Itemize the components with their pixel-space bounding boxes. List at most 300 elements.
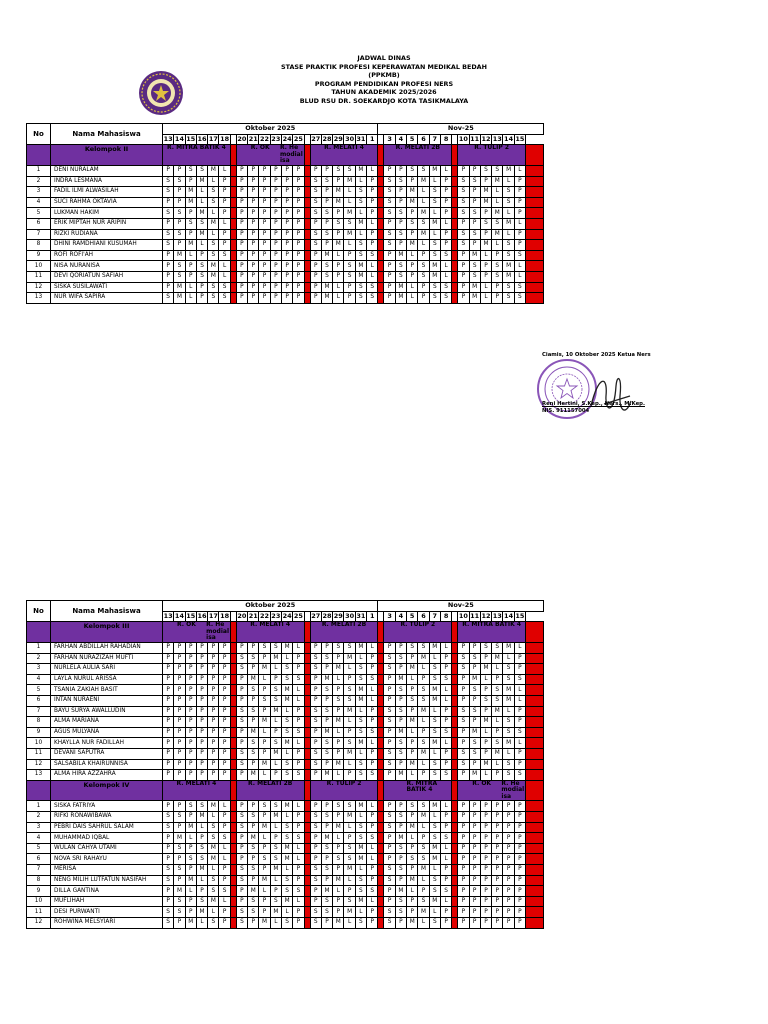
shift-cell: P [310, 282, 321, 293]
shift-cell: P [270, 218, 281, 229]
shift-cell: P [514, 865, 525, 876]
shift-cell: S [418, 843, 429, 854]
shift-cell: P [367, 717, 378, 728]
table-row [27, 218, 544, 229]
shift-cell: S [418, 218, 429, 229]
shift-cell: S [418, 801, 429, 812]
shift-cell: S [174, 812, 185, 823]
shift-cell: P [514, 176, 525, 187]
shift-cell: S [333, 165, 344, 176]
shift-cell: S [185, 854, 196, 865]
day-header: 15 [186, 611, 196, 620]
day-header: 18 [220, 134, 230, 143]
shift-cell: M [492, 706, 503, 717]
shift-cell: M [503, 165, 514, 176]
shift-cell: P [321, 165, 332, 176]
shift-cell: P [163, 165, 174, 176]
schedule-header [0, 54, 768, 106]
shift-cell: L [514, 685, 525, 696]
shift-cell: S [503, 187, 514, 198]
shift-cell: P [407, 812, 418, 823]
shift-cell: P [458, 165, 469, 176]
shift-cell: P [163, 653, 174, 664]
shift-cell: M [333, 197, 344, 208]
day-header: 1 [367, 134, 378, 145]
shift-cell: P [333, 843, 344, 854]
university-seal-icon [138, 70, 184, 116]
shift-cell: P [248, 229, 259, 240]
shift-cell: P [163, 642, 174, 653]
shift-cell: S [355, 293, 366, 304]
shift-cell: P [163, 843, 174, 854]
shift-cell: P [236, 197, 247, 208]
shift-cell: S [321, 653, 332, 664]
group-header-row [27, 780, 544, 801]
shift-cell: S [270, 896, 281, 907]
day-header: 14 [174, 134, 184, 143]
shift-cell: P [236, 854, 247, 865]
table-row [27, 229, 544, 240]
shift-cell: L [407, 833, 418, 844]
off-day-cell [526, 208, 544, 219]
shift-cell: M [281, 854, 292, 865]
off-day-cell [526, 229, 544, 240]
shift-cell: S [293, 674, 304, 685]
shift-cell: L [503, 706, 514, 717]
shift-cell: P [503, 833, 514, 844]
shift-cell: L [440, 261, 451, 272]
table-row [27, 865, 544, 876]
shift-cell: S [469, 176, 480, 187]
shift-cell: S [458, 748, 469, 759]
shift-cell: P [236, 727, 247, 738]
shift-cell: S [395, 812, 406, 823]
shift-cell: P [514, 843, 525, 854]
shift-cell: L [480, 293, 491, 304]
table-row [27, 695, 544, 706]
shift-cell: L [208, 208, 219, 219]
shift-cell: M [333, 918, 344, 929]
shift-cell: L [480, 250, 491, 261]
day-header: 13 [163, 134, 173, 143]
shift-cell: P [367, 176, 378, 187]
shift-cell: M [480, 664, 491, 675]
shift-cell: P [196, 664, 207, 675]
shift-cell: L [355, 653, 366, 664]
shift-cell: S [236, 907, 247, 918]
shift-cell: L [514, 271, 525, 282]
shift-cell: S [367, 727, 378, 738]
shift-cell: S [492, 738, 503, 749]
shift-cell: L [418, 875, 429, 886]
room-label: BATIK 4 [406, 786, 433, 794]
shift-cell: P [503, 843, 514, 854]
shift-cell: P [236, 208, 247, 219]
shift-cell: S [333, 854, 344, 865]
shift-cell: S [163, 812, 174, 823]
shift-cell: P [440, 907, 451, 918]
off-day-cell [526, 738, 544, 749]
shift-cell: P [236, 695, 247, 706]
shift-cell: P [248, 250, 259, 261]
shift-cell: P [514, 208, 525, 219]
shift-cell: L [196, 187, 207, 198]
shift-cell: P [259, 261, 270, 272]
shift-cell: S [281, 727, 292, 738]
shift-cell: L [367, 896, 378, 907]
student-name: DESI PURWANTI [51, 907, 163, 918]
shift-cell: L [480, 674, 491, 685]
shift-cell: M [492, 176, 503, 187]
shift-cell: P [185, 642, 196, 653]
shift-cell: L [503, 748, 514, 759]
shift-cell: P [384, 801, 395, 812]
shift-cell: M [429, 261, 440, 272]
shift-cell: P [480, 685, 491, 696]
day-header: 12 [481, 611, 491, 620]
shift-cell: P [310, 271, 321, 282]
shift-cell: P [469, 907, 480, 918]
shift-cell: S [344, 685, 355, 696]
shift-cell: P [293, 187, 304, 198]
shift-cell: M [492, 653, 503, 664]
shift-cell: P [480, 176, 491, 187]
shift-cell: M [185, 918, 196, 929]
shift-cell: P [384, 896, 395, 907]
shift-cell: S [384, 706, 395, 717]
shift-cell: P [236, 674, 247, 685]
shift-cell: P [440, 748, 451, 759]
shift-cell: S [310, 664, 321, 675]
shift-cell: S [344, 801, 355, 812]
shift-cell: P [208, 653, 219, 664]
student-no: 6 [27, 695, 51, 706]
shift-cell: L [440, 271, 451, 282]
shift-cell: P [174, 674, 185, 685]
off-day-cell [526, 907, 544, 918]
shift-cell: L [367, 738, 378, 749]
shift-cell: P [259, 271, 270, 282]
shift-cell: P [208, 664, 219, 675]
day-header: 24 [282, 611, 292, 620]
shift-cell: S [355, 875, 366, 886]
shift-cell: P [469, 218, 480, 229]
shift-cell: M [208, 896, 219, 907]
shift-cell: M [174, 293, 185, 304]
shift-cell: P [310, 165, 321, 176]
shift-cell: P [219, 674, 230, 685]
shift-cell: P [458, 727, 469, 738]
shift-cell: P [514, 875, 525, 886]
shift-cell: S [355, 727, 366, 738]
shift-cell: P [185, 907, 196, 918]
shift-cell: P [458, 695, 469, 706]
shift-cell: P [310, 886, 321, 897]
shift-cell: L [367, 218, 378, 229]
shift-cell: P [469, 822, 480, 833]
shift-cell: M [480, 197, 491, 208]
shift-cell: P [185, 208, 196, 219]
shift-cell: M [395, 282, 406, 293]
day-header: 30 [345, 611, 355, 620]
off-day-cell [526, 685, 544, 696]
shift-cell: L [429, 653, 440, 664]
student-name: NENG MILIH LUTFATUN NASIFAH [51, 875, 163, 886]
day-header: 14 [174, 611, 184, 620]
shift-cell: S [163, 240, 174, 251]
shift-cell: L [407, 770, 418, 781]
shift-cell: P [514, 717, 525, 728]
table-row [27, 674, 544, 685]
shift-cell: P [196, 727, 207, 738]
shift-cell: S [310, 240, 321, 251]
shift-cell: P [458, 822, 469, 833]
room-label: R. TULIP 2 [474, 144, 510, 152]
shift-cell: S [440, 282, 451, 293]
shift-cell: S [344, 261, 355, 272]
shift-cell: L [196, 875, 207, 886]
shift-cell: S [163, 875, 174, 886]
shift-cell: S [395, 176, 406, 187]
shift-cell: P [259, 685, 270, 696]
shift-cell: L [259, 833, 270, 844]
shift-cell: L [185, 282, 196, 293]
shift-cell: P [270, 229, 281, 240]
shift-cell: P [480, 896, 491, 907]
room-assignment [236, 622, 304, 643]
shift-cell: S [458, 240, 469, 251]
shift-cell: P [384, 833, 395, 844]
group-no-cell [27, 145, 51, 166]
day-header: 27 [311, 611, 321, 620]
shift-cell: P [259, 229, 270, 240]
shift-cell: S [163, 208, 174, 219]
shift-cell: P [310, 250, 321, 261]
shift-cell: S [270, 843, 281, 854]
day-header: 1 [367, 611, 378, 622]
shift-cell: S [440, 833, 451, 844]
shift-cell: S [395, 843, 406, 854]
shift-cell: S [492, 685, 503, 696]
shift-cell: S [384, 176, 395, 187]
shift-cell: S [492, 695, 503, 706]
shift-cell: P [236, 896, 247, 907]
day-header: 20 [237, 134, 247, 143]
shift-cell: P [196, 833, 207, 844]
shift-cell: M [395, 770, 406, 781]
off-day-cell [526, 865, 544, 876]
shift-cell: P [458, 801, 469, 812]
shift-cell: P [469, 664, 480, 675]
shift-cell: M [259, 918, 270, 929]
student-name: SISKA SUSILAWATI [51, 282, 163, 293]
shift-cell: P [174, 653, 185, 664]
shift-cell: P [196, 653, 207, 664]
shift-cell: S [310, 208, 321, 219]
shift-cell: P [281, 293, 292, 304]
shift-cell: M [407, 717, 418, 728]
shift-cell: P [259, 250, 270, 261]
room-label: R. MITRA [406, 780, 438, 787]
shift-cell: L [440, 695, 451, 706]
shift-cell: P [333, 907, 344, 918]
shift-cell: S [503, 197, 514, 208]
header-name: Nama Mahasiswa [51, 601, 163, 622]
shift-cell: M [333, 664, 344, 675]
shift-cell: M [321, 833, 332, 844]
student-name: TSANIA ZAKIAH BASIT [51, 685, 163, 696]
shift-cell: S [185, 165, 196, 176]
shift-cell: P [219, 875, 230, 886]
shift-cell: M [196, 229, 207, 240]
shift-cell: S [355, 918, 366, 929]
shift-cell: S [514, 282, 525, 293]
shift-cell: P [367, 822, 378, 833]
shift-cell: P [219, 812, 230, 823]
shift-cell: P [293, 261, 304, 272]
shift-cell: P [367, 759, 378, 770]
day-header: 13 [492, 134, 502, 143]
shift-cell: S [344, 271, 355, 282]
table-row [27, 717, 544, 728]
shift-cell: M [429, 218, 440, 229]
shift-cell: P [514, 706, 525, 717]
room-assignment [458, 780, 526, 801]
shift-cell: S [429, 833, 440, 844]
shift-cell: P [293, 293, 304, 304]
shift-cell: S [281, 717, 292, 728]
shift-cell: P [163, 695, 174, 706]
shift-cell: S [440, 250, 451, 261]
shift-cell: M [429, 685, 440, 696]
sign-name: Reni Hertini, S.Kep., Ners., M.Kep. [542, 401, 645, 407]
shift-cell: S [384, 907, 395, 918]
shift-cell: P [208, 759, 219, 770]
shift-cell: S [367, 833, 378, 844]
shift-cell: P [219, 748, 230, 759]
shift-cell: S [310, 717, 321, 728]
student-no: 7 [27, 229, 51, 240]
shift-cell: S [469, 261, 480, 272]
shift-cell: P [293, 250, 304, 261]
shift-cell: P [480, 875, 491, 886]
shift-cell: P [219, 240, 230, 251]
shift-cell: P [407, 261, 418, 272]
shift-cell: L [355, 176, 366, 187]
shift-cell: L [281, 706, 292, 717]
shift-cell: P [259, 843, 270, 854]
shift-cell: L [259, 886, 270, 897]
day-header: 13 [163, 611, 173, 620]
day-header: 17 [208, 611, 218, 620]
shift-cell: S [429, 187, 440, 198]
shift-cell: P [293, 907, 304, 918]
shift-cell: M [395, 674, 406, 685]
shift-cell: P [293, 218, 304, 229]
shift-cell: S [333, 695, 344, 706]
day-header: 21 [248, 611, 258, 620]
shift-cell: P [333, 176, 344, 187]
header-line: PROGRAM PENDIDIKAN PROFESI NERS [314, 79, 454, 88]
shift-cell: L [418, 187, 429, 198]
shift-cell: P [321, 197, 332, 208]
shift-cell: P [163, 197, 174, 208]
student-no: 8 [27, 240, 51, 251]
shift-cell: S [429, 770, 440, 781]
student-no: 11 [27, 271, 51, 282]
off-day-cell [526, 896, 544, 907]
shift-cell: P [480, 261, 491, 272]
shift-cell: P [196, 250, 207, 261]
shift-cell: P [458, 674, 469, 685]
shift-cell: M [248, 674, 259, 685]
shift-cell: S [503, 759, 514, 770]
shift-cell: M [185, 240, 196, 251]
shift-cell: P [293, 717, 304, 728]
shift-cell: S [514, 250, 525, 261]
shift-cell: S [458, 759, 469, 770]
shift-cell: S [248, 843, 259, 854]
shift-cell: S [440, 770, 451, 781]
shift-cell: P [440, 918, 451, 929]
shift-cell: S [196, 854, 207, 865]
shift-cell: L [440, 165, 451, 176]
shift-cell: P [236, 738, 247, 749]
shift-cell: L [367, 695, 378, 706]
shift-cell: S [395, 706, 406, 717]
shift-cell: P [163, 261, 174, 272]
shift-cell: S [208, 886, 219, 897]
shift-cell: M [480, 717, 491, 728]
shift-cell: P [259, 748, 270, 759]
shift-cell: S [344, 218, 355, 229]
shift-cell: L [418, 918, 429, 929]
shift-cell: S [344, 738, 355, 749]
shift-cell: M [429, 695, 440, 706]
shift-cell: M [281, 801, 292, 812]
day-header: 22 [260, 611, 270, 620]
shift-cell: M [418, 653, 429, 664]
student-no: 2 [27, 176, 51, 187]
room-assignment [310, 145, 378, 166]
shift-cell: S [321, 271, 332, 282]
shift-cell: P [469, 759, 480, 770]
shift-cell: P [503, 875, 514, 886]
shift-cell: P [310, 833, 321, 844]
shift-cell: M [185, 197, 196, 208]
shift-cell: P [395, 165, 406, 176]
shift-cell: P [321, 218, 332, 229]
shift-cell: S [503, 674, 514, 685]
shift-cell: S [384, 197, 395, 208]
shift-cell: P [163, 886, 174, 897]
shift-cell: P [503, 865, 514, 876]
shift-cell: M [321, 770, 332, 781]
shift-cell: S [367, 770, 378, 781]
shift-cell: S [355, 240, 366, 251]
shift-cell: P [321, 717, 332, 728]
shift-cell: S [293, 886, 304, 897]
shift-cell: P [293, 822, 304, 833]
off-day-cell [526, 748, 544, 759]
month-oktober: Oktober 2025 [163, 124, 378, 135]
shift-cell: P [248, 187, 259, 198]
shift-cell: L [208, 229, 219, 240]
shift-cell: P [458, 685, 469, 696]
shift-cell: S [321, 261, 332, 272]
off-day-cell [526, 293, 544, 304]
table-row [27, 822, 544, 833]
